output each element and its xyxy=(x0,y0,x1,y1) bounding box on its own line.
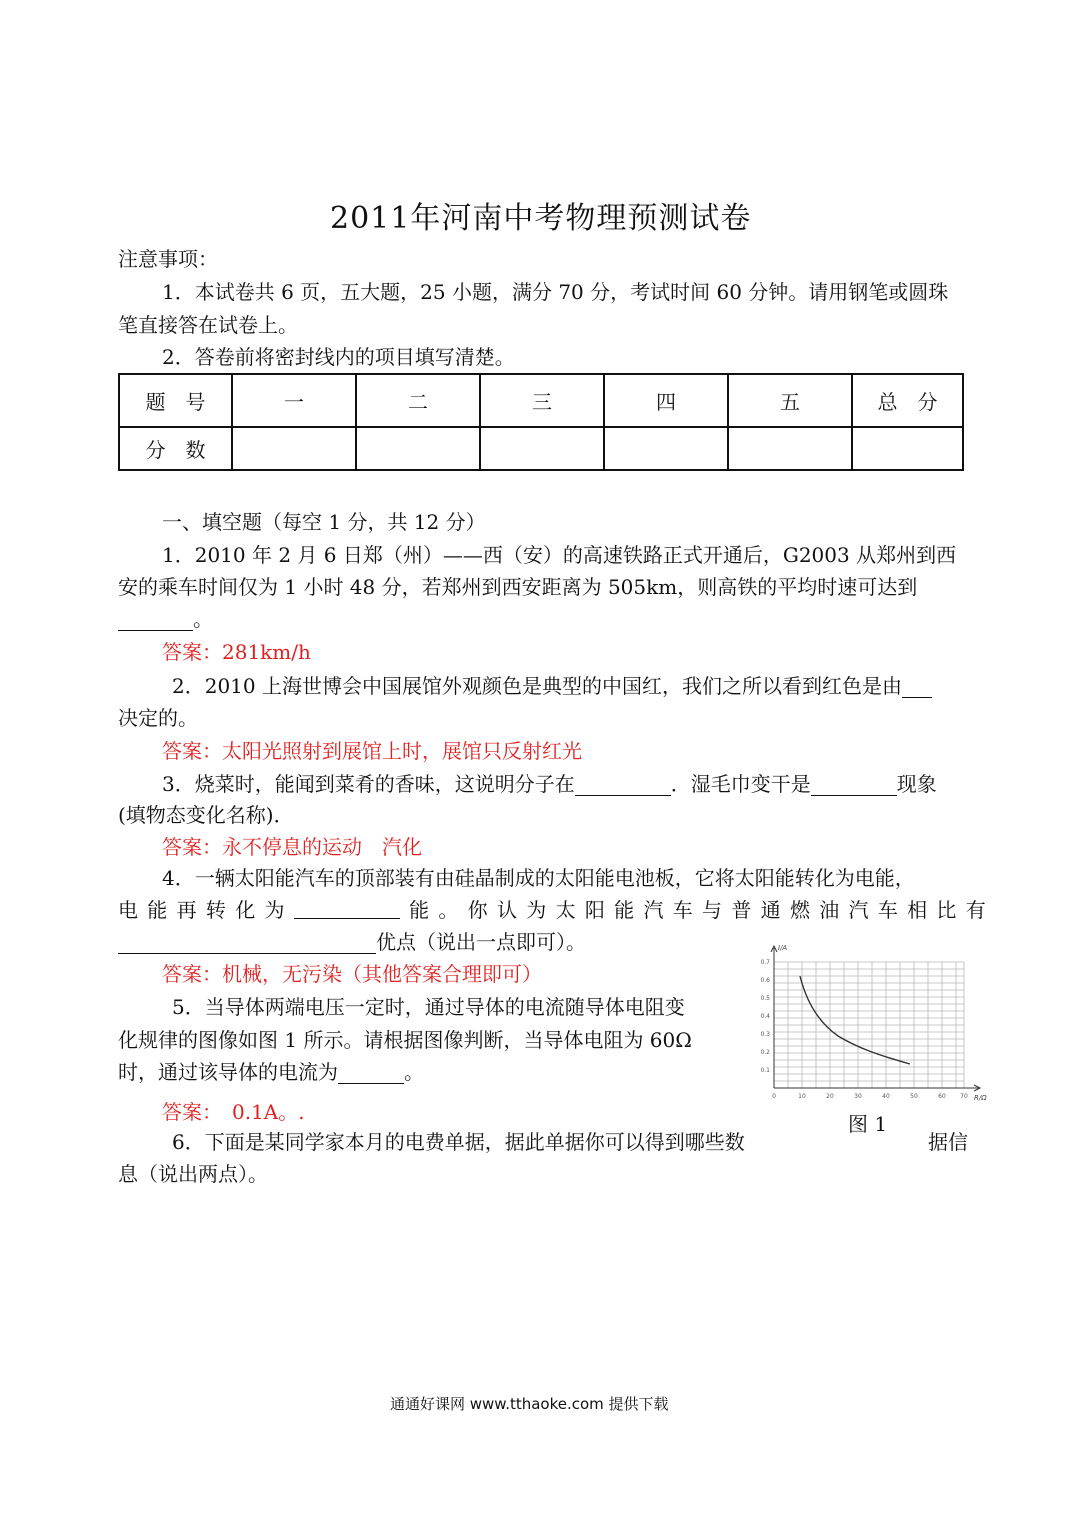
notice-heading: 注意事项： xyxy=(118,247,218,271)
question-6-line-1: 6．下面是某同学家本月的电费单据，据此单据你可以得到哪些数 xyxy=(172,1130,745,1154)
q4-char: 车 xyxy=(672,898,693,922)
q4-char: 汽 xyxy=(643,898,664,922)
q4-char: 能 xyxy=(409,898,430,922)
row-label-cell: 分 数 xyxy=(119,427,232,470)
current-resistance-curve xyxy=(800,976,910,1064)
q4-char: 为 xyxy=(526,898,547,922)
answer-4: 答案：机械，无污染（其他答案合理即可） xyxy=(162,962,542,986)
y-tick-label: 0.4 xyxy=(760,1013,770,1020)
question-6-line-2: 息（说出两点）。 xyxy=(118,1162,268,1186)
q4-char: 再 xyxy=(176,898,197,922)
notice-item-1-cont: 笔直接答在试卷上。 xyxy=(118,313,298,337)
answer-blank[interactable] xyxy=(118,610,193,631)
answer-blank[interactable] xyxy=(902,677,932,698)
q4-char: 电 xyxy=(118,898,138,922)
header-cell: 二 xyxy=(356,374,480,427)
question-1-line-2: 安的乘车时间仅为 1 小时 48 分，若郑州到西安距离为 505km，则高铁的平均时速可达到 xyxy=(118,575,918,599)
q4-char: 通 xyxy=(760,898,781,922)
q4-char: 认 xyxy=(496,898,517,922)
q4-char: 相 xyxy=(907,898,928,922)
answer-blank[interactable] xyxy=(294,898,400,919)
x-tick-label: 30 xyxy=(854,1093,862,1100)
score-table xyxy=(118,373,964,471)
question-3-text-b: ．湿毛巾变干是 xyxy=(670,772,811,796)
score-table-score-row xyxy=(119,427,963,470)
q4-char: 燃 xyxy=(789,898,810,922)
q4-char: 。 xyxy=(438,898,459,922)
answer-1: 答案：281km/h xyxy=(162,640,311,664)
header-cell: 题 号 xyxy=(119,374,232,427)
answer-3: 答案：永不停息的运动 汽化 xyxy=(162,835,422,859)
question-5-line-3 xyxy=(118,1060,424,1084)
y-tick-label: 0.7 xyxy=(760,959,770,966)
score-cell[interactable] xyxy=(480,427,604,470)
y-tick-label: 0.3 xyxy=(760,1031,770,1038)
score-cell[interactable] xyxy=(356,427,480,470)
answer-blank[interactable] xyxy=(575,775,671,796)
answer-blank[interactable] xyxy=(338,1063,404,1084)
x-tick-label: 0 xyxy=(772,1093,776,1100)
q4-char: 汽 xyxy=(848,898,869,922)
question-3-text-a: 3．烧菜时，能闻到菜肴的香味，这说明分子在 xyxy=(162,772,575,796)
page-title: 2011年河南中考物理预测试卷 xyxy=(330,201,752,236)
score-cell[interactable] xyxy=(232,427,356,470)
notice-item-1: 1．本试卷共 6 页，五大题，25 小题，满分 70 分，考试时间 60 分钟。请用钢笔或圆珠 xyxy=(162,280,949,304)
x-tick-label: 10 xyxy=(798,1093,806,1100)
header-cell: 四 xyxy=(604,374,728,427)
header-cell: 五 xyxy=(728,374,852,427)
x-tick-label: 50 xyxy=(910,1093,918,1100)
q4-char: 车 xyxy=(877,898,898,922)
question-5-line-1: 5．当导体两端电压一定时，通过导体的电流随导体电阻变 xyxy=(172,995,685,1019)
header-cell: 总 分 xyxy=(852,374,963,427)
score-cell[interactable] xyxy=(728,427,852,470)
figure-caption: 图 1 xyxy=(848,1112,888,1136)
q4-char: 阳 xyxy=(584,898,605,922)
q4-char: 有 xyxy=(965,898,986,922)
q4-char: 为 xyxy=(264,898,285,922)
q4-char: 转 xyxy=(205,898,226,922)
q4-char: 能 xyxy=(614,898,635,922)
y-tick-label: 0.6 xyxy=(760,977,770,984)
y-tick-label: 0.1 xyxy=(760,1067,770,1074)
question-4-text: 优点（说出一点即可）。 xyxy=(376,930,586,954)
question-4-line-2 xyxy=(118,898,986,922)
period-text: 。 xyxy=(404,1060,424,1084)
answer-blank[interactable] xyxy=(118,933,376,954)
question-1-line-1: 1．2010 年 2 月 6 日郑（州）——西（安）的高速铁路正式开通后，G2003 从郑州到西 xyxy=(162,543,957,567)
question-2-text: 2．2010 上海世博会中国展馆外观颜色是典型的中国红，我们之所以看到红色是由 xyxy=(172,674,902,698)
header-cell: 三 xyxy=(480,374,604,427)
period-text: 。 xyxy=(193,607,213,631)
q4-char: 比 xyxy=(936,898,957,922)
figure-1-graph xyxy=(748,940,988,1105)
question-4-line-1: 4．一辆太阳能汽车的顶部装有由硅晶制成的太阳能电池板，它将太阳能转化为电能， xyxy=(162,866,915,890)
question-5-line-2: 化规律的图像如图 1 所示。请根据图像判断，当导体电阻为 60Ω xyxy=(118,1028,692,1052)
q4-char: 太 xyxy=(555,898,576,922)
y-tick-label: 0.5 xyxy=(760,995,770,1002)
question-2-line-2: 决定的。 xyxy=(118,706,198,730)
x-tick-label: 60 xyxy=(938,1093,946,1100)
q4-char: 能 xyxy=(147,898,168,922)
answer-blank[interactable] xyxy=(811,775,897,796)
score-cell[interactable] xyxy=(604,427,728,470)
y-tick-label: 0.2 xyxy=(760,1049,770,1056)
x-axis-label: R/Ω xyxy=(974,1094,987,1102)
section-heading: 一、填空题（每空 1 分，共 12 分） xyxy=(162,510,486,534)
footer-text: 通通好课网 www.tthaoke.com 提供下载 xyxy=(390,1395,669,1413)
q4-char: 普 xyxy=(731,898,752,922)
x-tick-label: 20 xyxy=(826,1093,834,1100)
score-cell[interactable] xyxy=(852,427,963,470)
q4-char: 油 xyxy=(819,898,840,922)
x-tick-label: 40 xyxy=(882,1093,890,1100)
answer-5: 答案： 0.1A。. xyxy=(162,1100,305,1124)
question-2-line-1 xyxy=(172,674,932,698)
q4-char: 与 xyxy=(702,898,723,922)
y-axis-label: I/A xyxy=(778,944,788,952)
answer-2: 答案：太阳光照射到展馆上时，展馆只反射红光 xyxy=(162,739,582,763)
x-tick-label: 70 xyxy=(960,1093,968,1100)
score-table-header-row xyxy=(119,374,963,427)
q4-char: 你 xyxy=(467,898,488,922)
question-4-line-3 xyxy=(118,930,586,954)
header-cell: 一 xyxy=(232,374,356,427)
question-3-line-1 xyxy=(162,772,937,796)
question-1-line-3 xyxy=(118,607,213,631)
q4-char: 化 xyxy=(235,898,256,922)
question-6-line-1-end: 据信 xyxy=(928,1130,968,1154)
notice-item-2: 2．答卷前将密封线内的项目填写清楚。 xyxy=(162,345,515,369)
question-3-line-2: (填物态变化名称)． xyxy=(118,803,294,827)
question-3-text-c: 现象 xyxy=(896,772,937,796)
question-5-text: 时，通过该导体的电流为 xyxy=(118,1060,338,1084)
